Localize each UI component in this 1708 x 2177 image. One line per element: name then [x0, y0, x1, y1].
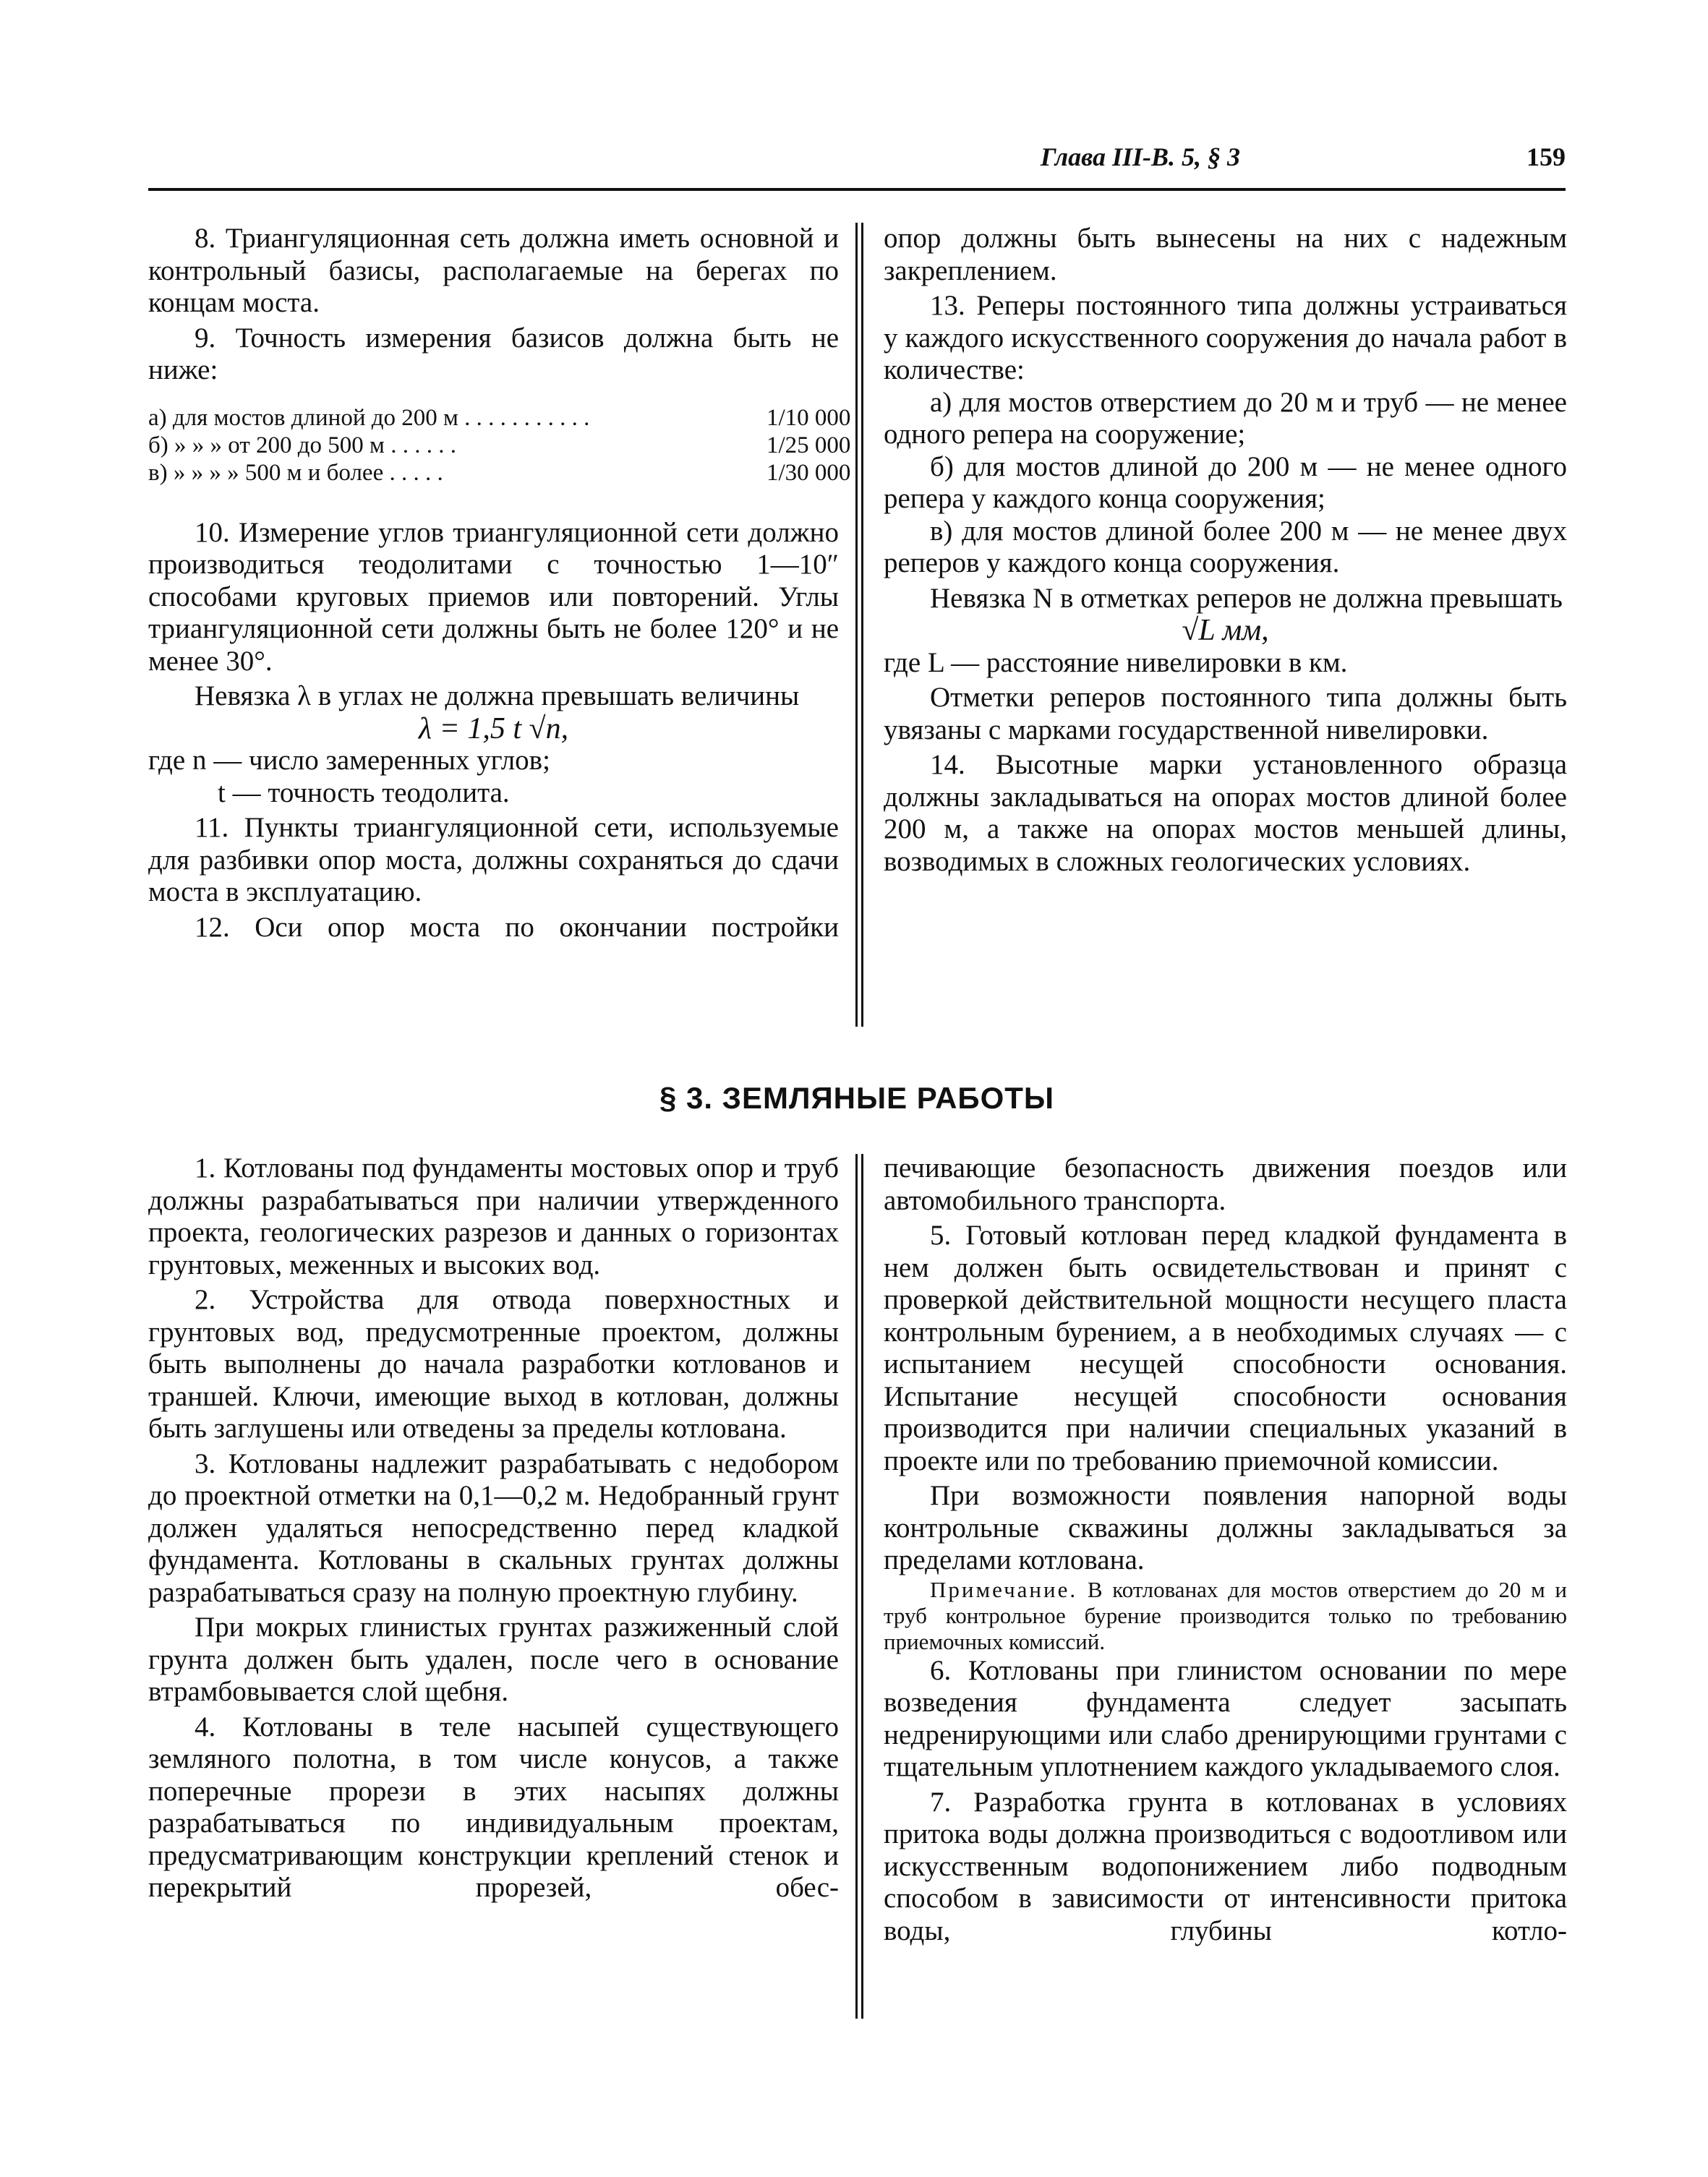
where-line: где L — расстояние нивелировки в км. — [884, 646, 1348, 678]
paragraph-3b: При мокрых глинистых грунтах разжиженный слой грунта должен быть удален, после чего в основание втрамбовывается слой щебня. — [148, 1612, 839, 1707]
running-header — [148, 142, 1566, 188]
paragraph-14: 14. Высотные марки установленного образца должны закладываться на опорах мостов длиной более 200 м, а также на опорах мостов меньшей длины, возводимых в сложных геологических условиях. — [884, 749, 1567, 877]
paragraph-4: 4. Котлованы в теле насыпей существующего земляного полотна, в том числе конусов, а также поперечные прорези в этих насыпях должны разрабатываться по индивидуальным проектам, предусматривающим конструкции креплений стенок и перекрытий прорезей, обес- — [148, 1711, 839, 1903]
note-label: Примечание. — [930, 1576, 1078, 1602]
paragraph-13: 13. Реперы постоянного типа должны устраиваться у каждого искусственного сооружения до начала работ в количестве: — [884, 290, 1567, 385]
paragraph-7: 7. Разработка грунта в котлованах в условиях притока воды должна производиться с водоотливом или искусственным водопонижением либо подводным способом в зависимости от интенсивности притока воды, глубины котло- — [884, 1786, 1567, 1946]
paragraph-8: 8. Триангуляционная сеть должна иметь основной и контрольный базисы, располагаемые на берегах по концам моста. — [148, 223, 839, 318]
paragraph-9: 9. Точность измерения базисов должна быть не ниже: — [148, 322, 839, 385]
top-left-column — [148, 223, 851, 944]
header-rule — [148, 188, 1566, 191]
continuation-paragraph: опор должны быть вынесены на них с надежным закреплением. — [884, 223, 1567, 286]
list-item: в) » » » » 500 м и более . . . . . 1/30 000 — [148, 459, 851, 486]
note — [884, 1577, 1567, 1655]
formula-lambda: λ = 1,5 t √n, — [418, 711, 569, 745]
paragraph-5: 5. Готовый котлован перед кладкой фундамента в нем должен быть освидетельствован и принят с проверкой действительной мощности несущего пласта контрольным бурением, а в необходимых случаях — с испытанием несущей способности основания. Испытание несущей способности основания производится при наличии специальных указаний в проекте или по требованию приемочной комиссии. — [884, 1220, 1567, 1476]
note-text: В котлованах для мостов отверстием до 20 м и труб контрольное бурение производится только по требованию приемочных комиссий. — [884, 1576, 1568, 1654]
item-a: а) для мостов отверстием до 20 м и труб — не менее одного репера на сооружение; — [884, 386, 1567, 450]
column-divider — [861, 1154, 863, 2019]
bottom-left-column — [148, 1152, 839, 1904]
paragraph-10b: Невязка λ в углах не должна превышать величины — [195, 680, 800, 711]
column-divider — [855, 223, 858, 1027]
list-item: а) для мостов длиной до 200 м . . . . . . . . . . . 1/10 000 — [148, 404, 851, 431]
section-title: § 3. ЗЕМЛЯНЫЕ РАБОТЫ — [659, 1081, 1055, 1115]
paragraph-1: 1. Котлованы под фундаменты мостовых опор и труб должны разрабатываться при наличии утвержденного проекта, геологических разрезов и данных о горизонтах грунтовых, меженных и высоких вод. — [148, 1152, 839, 1280]
paragraph-3: 3. Котлованы надлежит разрабатывать с недобором до проектной отметки на 0,1—0,2 м. Недобранный грунт должен удаляться непосредственно перед кладкой фундамента. Котлованы в скальных грунтах должны разрабатываться сразу на полную проектную глубину. — [148, 1447, 839, 1608]
paragraph-2: 2. Устройства для отвода поверхностных и грунтовых вод, предусмотренные проектом, должны быть выполнены до начала разработки котлованов и траншей. Ключи, имеющие выход в котлован, должны быть заглушены или отведены за пределы котлована. — [148, 1284, 839, 1444]
paragraph-12: 12. Оси опор моста по окончании постройки — [195, 911, 839, 943]
list-item: б) » » » от 200 до 500 м . . . . . . 1/25 000 — [148, 432, 851, 458]
item-b: б) для мостов длиной до 200 м — не менее одного репера у каждого конца сооружения; — [884, 450, 1567, 514]
where-line-2: t — точность теодолита. — [218, 777, 510, 808]
marks-paragraph: Отметки реперов постоянного типа должны быть увязаны с марками государственной нивелировки. — [884, 682, 1567, 745]
top-right-column — [884, 223, 1567, 878]
where-line-1: где n — число замеренных углов; — [148, 745, 550, 776]
column-divider — [861, 223, 863, 1027]
bottom-right-column — [884, 1152, 1567, 1947]
column-divider — [855, 1154, 858, 2019]
page-number: 159 — [1526, 142, 1566, 171]
formula-root-l: √L мм, — [1182, 614, 1269, 647]
item-c: в) для мостов длиной более 200 м — не менее двух реперов у каждого конца сооружения. — [884, 515, 1567, 578]
paragraph-6: 6. Котлованы при глинистом основании по мере возведения фундамента следует засыпать недренирующими или слабо дренирующими грунтами с тщательным уплотнением каждого укладываемого слоя. — [884, 1654, 1567, 1782]
accuracy-list — [148, 404, 851, 487]
chapter-reference: Глава III-В. 5, § 3 — [1040, 142, 1240, 171]
paragraph-5b: При возможности появления напорной воды контрольные скважины должны закладываться за пределами котлована. — [884, 1480, 1567, 1575]
paragraph-11: 11. Пункты триангуляционной сети, используемые для разбивки опор моста, должны сохраняться до сдачи моста в эксплуатацию. — [148, 812, 839, 907]
continuation-paragraph: печивающие безопасность движения поездов или автомобильного транспорта. — [884, 1152, 1567, 1216]
tolerance-paragraph: Невязка N в отметках реперов не должна превышать — [930, 582, 1563, 614]
paragraph-10: 10. Измерение углов триангуляционной сети должно производиться теодолитами с точностью 1—10″ способами круговых приемов или повторений. Углы триангуляционной сети должны быть не более 120° и не менее 30°. — [148, 516, 839, 677]
